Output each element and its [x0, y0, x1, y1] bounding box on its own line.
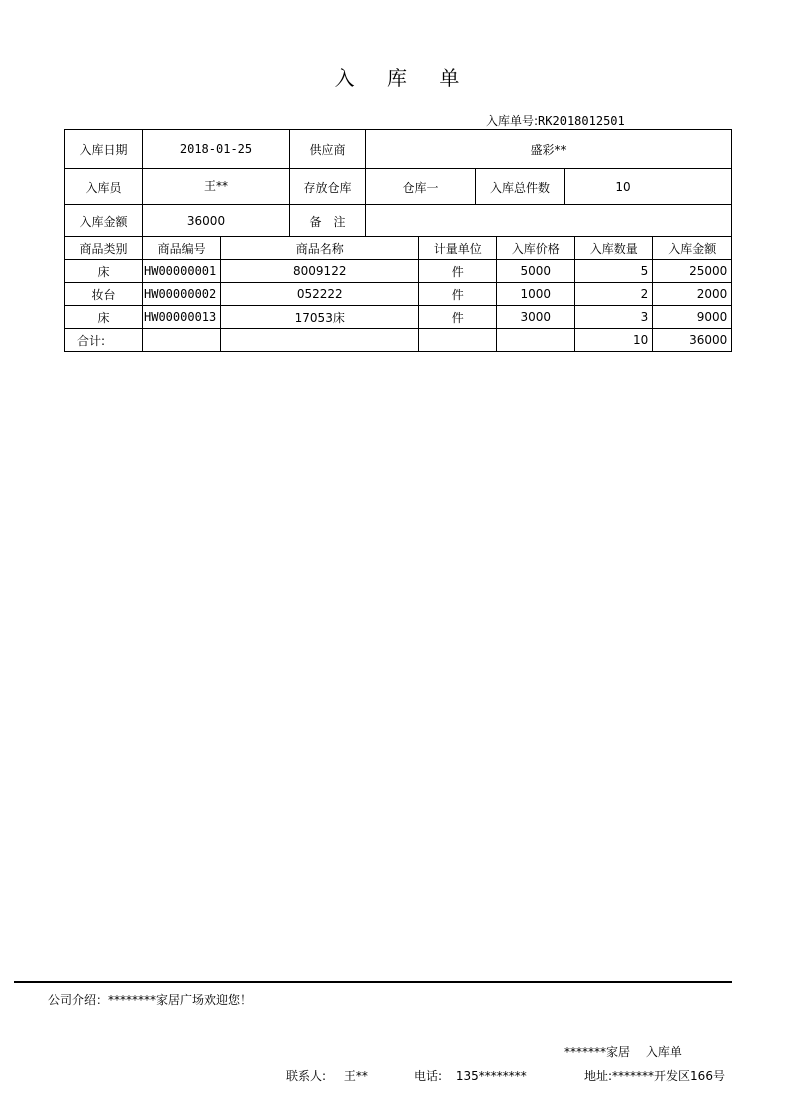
total-count-value: 10 [615, 180, 631, 194]
total-label: 合计: [65, 329, 143, 352]
footer-brand: *******家居 入库单 [564, 1045, 682, 1059]
cell-name: 8009122 [221, 260, 419, 283]
company-intro: 公司介绍：********家居广场欢迎您！ [48, 993, 253, 1007]
header-info-grid [64, 129, 732, 237]
total-empty-cell [497, 329, 575, 352]
remark-label: 备 注 [309, 214, 346, 229]
clerk-label: 入库员 [85, 180, 122, 195]
table-row [65, 260, 732, 283]
phone-value: 135******** [455, 1069, 527, 1083]
cell-amount: 25000 [653, 260, 732, 283]
col-header-unit: 计量单位 [419, 237, 497, 260]
supplier-label: 供应商 [309, 142, 346, 157]
title-char-3: 单 [439, 66, 460, 90]
amount-value: 36000 [186, 214, 226, 228]
table-row [65, 283, 732, 306]
address-label: 地址: [584, 1069, 613, 1083]
cell-category: 床 [65, 260, 143, 283]
date-value: 2018-01-25 [179, 142, 253, 156]
warehouse-label: 存放仓库 [303, 180, 352, 195]
doc-number-label: 入库单号: [486, 114, 539, 128]
col-header-category: 商品类别 [65, 237, 143, 260]
cell-qty: 5 [575, 260, 653, 283]
total-count-label: 入库总件数 [489, 180, 550, 195]
page-title [0, 62, 794, 91]
contact-person [286, 1067, 368, 1084]
total-qty: 10 [575, 329, 653, 352]
remark-value [366, 205, 731, 237]
col-header-code: 商品编号 [143, 237, 221, 260]
col-header-price: 入库价格 [497, 237, 575, 260]
cell-unit: 件 [419, 283, 497, 306]
table-row [65, 306, 732, 329]
cell-price: 3000 [497, 306, 575, 329]
clerk-value: 王** [203, 179, 228, 193]
phone [414, 1067, 527, 1084]
col-header-name: 商品名称 [221, 237, 419, 260]
table-total-row [65, 329, 732, 352]
title-char-2: 库 [387, 66, 407, 90]
cell-code: HW00000001 [143, 260, 221, 283]
total-empty-cell [221, 329, 419, 352]
total-empty-cell [143, 329, 221, 352]
cell-qty: 2 [575, 283, 653, 306]
table-header-row [65, 237, 732, 260]
col-header-qty: 入库数量 [575, 237, 653, 260]
footer-divider [14, 981, 732, 983]
cell-amount: 2000 [653, 283, 732, 306]
total-empty-cell [419, 329, 497, 352]
items-table [64, 236, 732, 352]
cell-qty: 3 [575, 306, 653, 329]
supplier-value: 盛彩** [530, 142, 567, 157]
doc-number [486, 112, 625, 129]
address-value: *******开发区166号 [612, 1069, 725, 1083]
date-label: 入库日期 [79, 142, 128, 157]
cell-category: 床 [65, 306, 143, 329]
cell-price: 5000 [497, 260, 575, 283]
contact-value: 王** [343, 1069, 368, 1083]
contact-label: 联系人: [286, 1069, 327, 1083]
cell-name: 052222 [221, 283, 419, 306]
doc-number-value: RK2018012501 [538, 114, 625, 128]
address [584, 1067, 725, 1084]
phone-label: 电话: [414, 1069, 443, 1083]
warehouse-value: 仓库一 [402, 180, 439, 195]
title-char-1: 入 [334, 66, 355, 90]
amount-label: 入库金额 [79, 214, 128, 229]
cell-unit: 件 [419, 306, 497, 329]
cell-code: HW00000013 [143, 306, 221, 329]
cell-amount: 9000 [653, 306, 732, 329]
total-amount: 36000 [653, 329, 732, 352]
cell-name: 17053床 [221, 306, 419, 329]
col-header-amount: 入库金额 [653, 237, 732, 260]
grid-border-right [731, 129, 732, 237]
cell-unit: 件 [419, 260, 497, 283]
cell-category: 妆台 [65, 283, 143, 306]
cell-price: 1000 [497, 283, 575, 306]
cell-code: HW00000002 [143, 283, 221, 306]
